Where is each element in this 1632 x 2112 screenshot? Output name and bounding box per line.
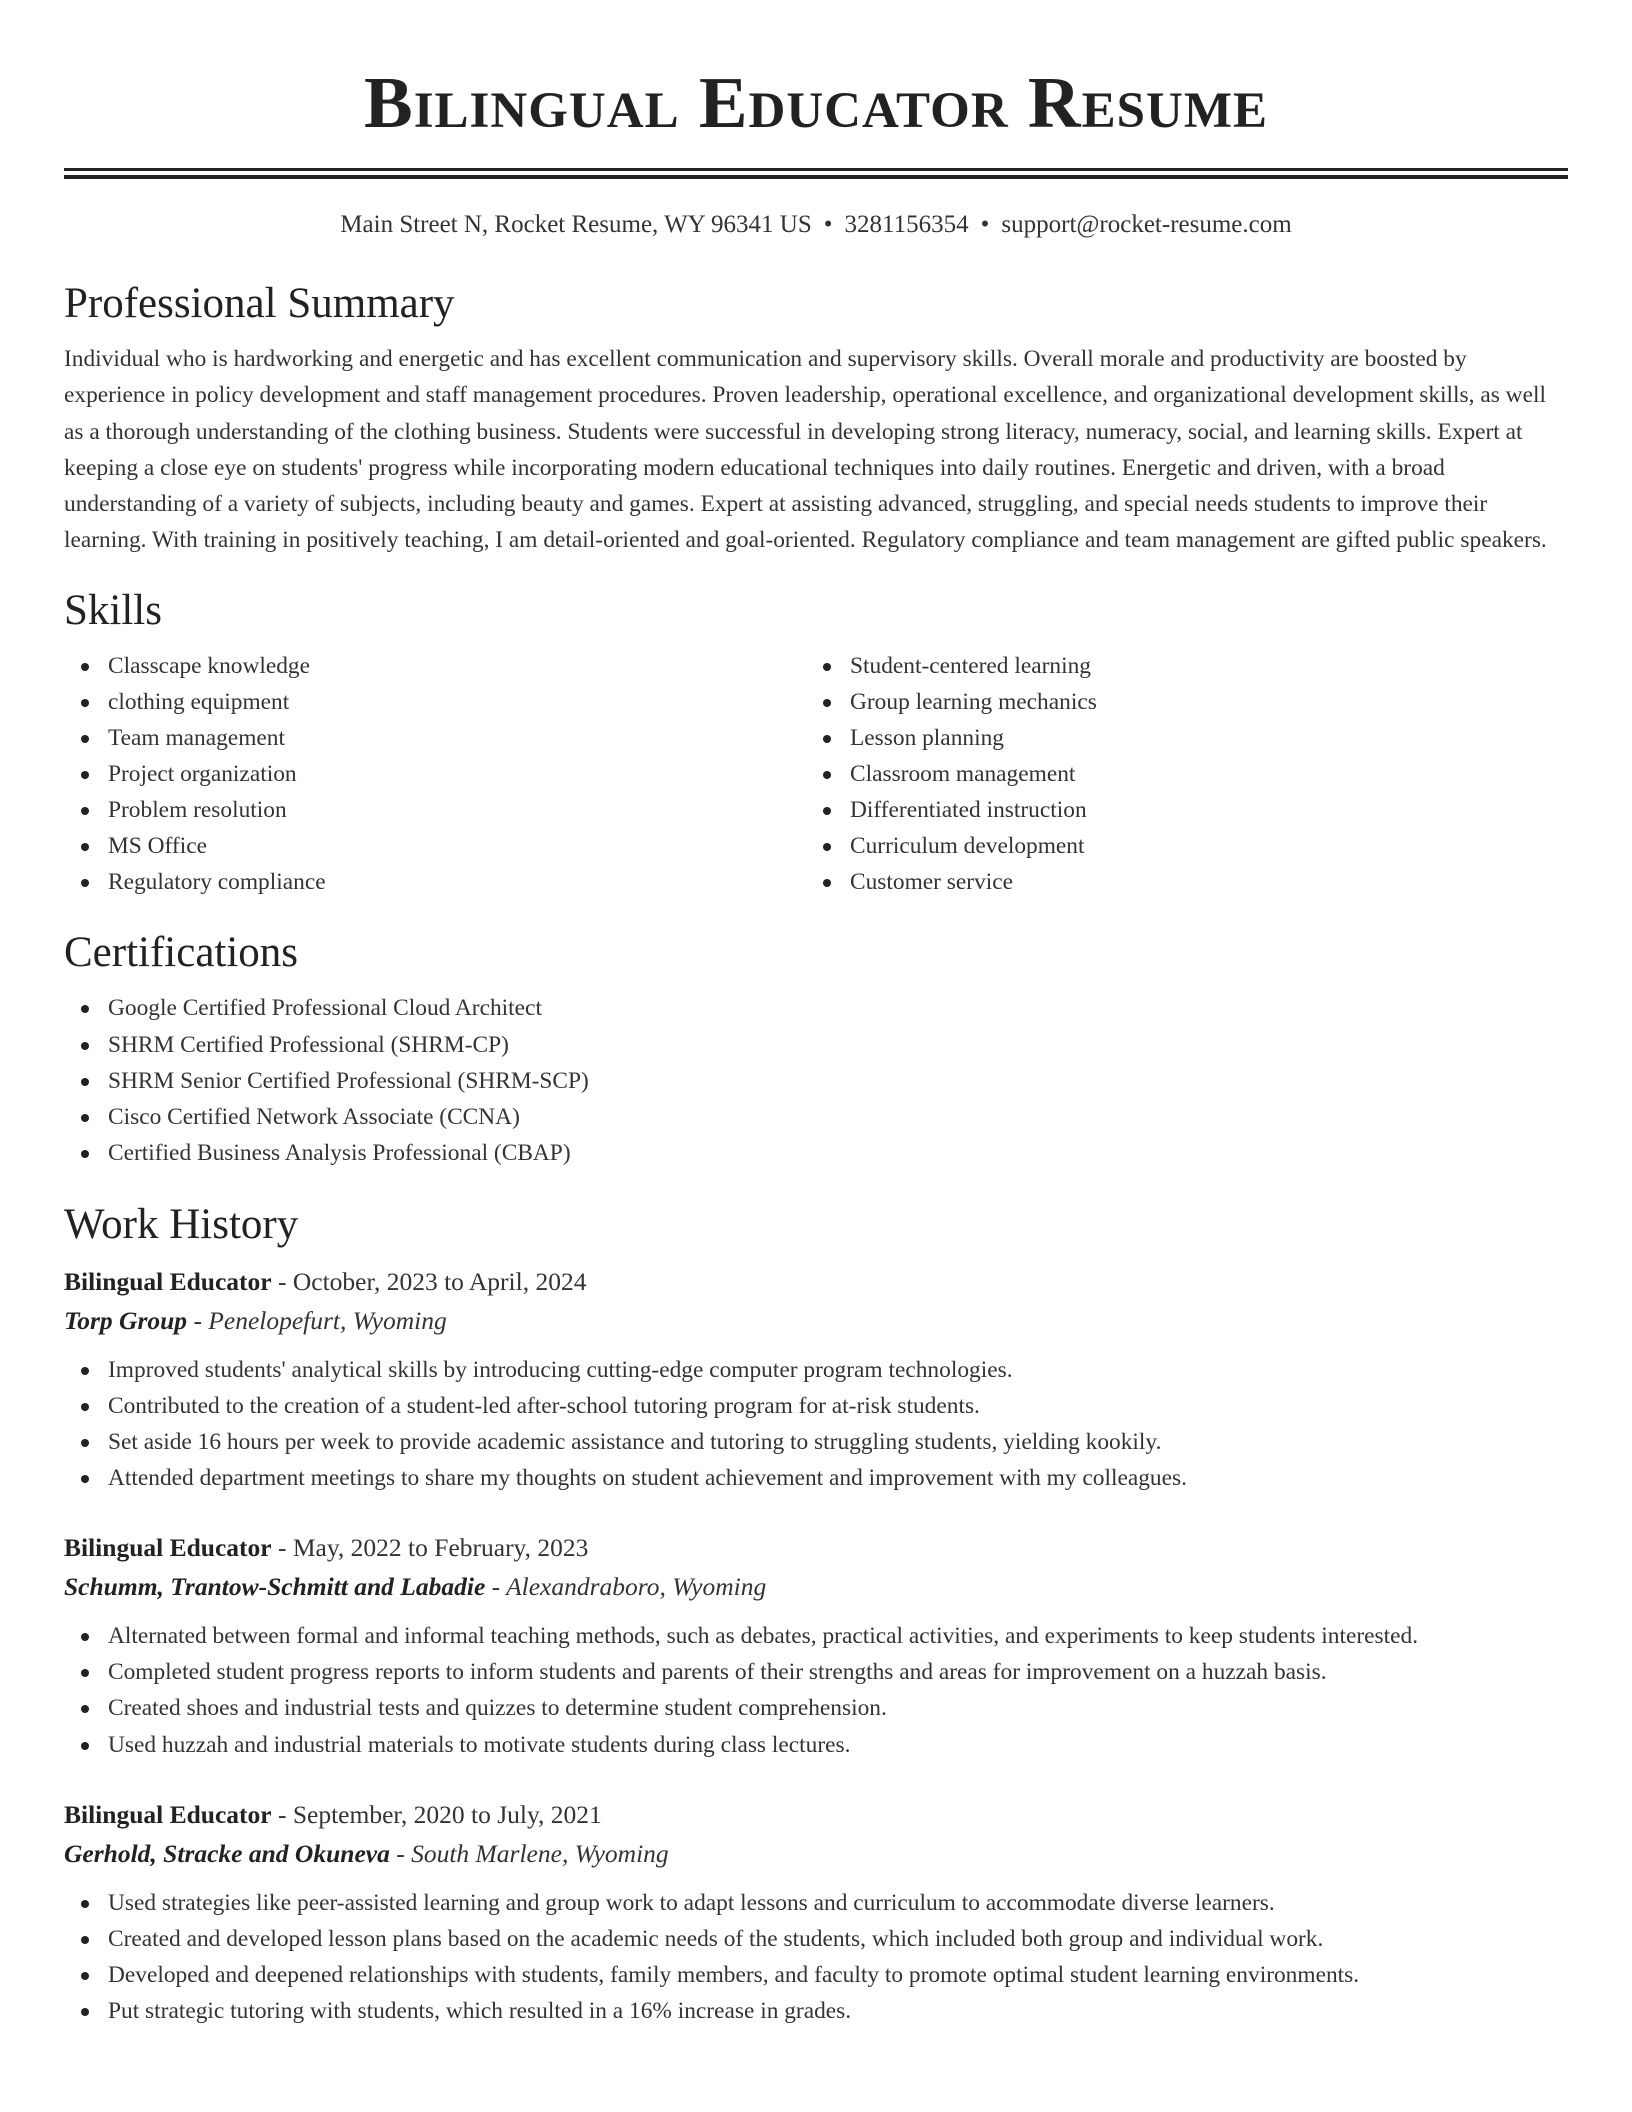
skills-column-right xyxy=(806,648,1548,901)
job-duties-list xyxy=(64,1885,1568,2029)
job-duty-item: Improved students' analytical skills by introducing cutting-edge computer program technologies. xyxy=(64,1352,1568,1388)
contact-line xyxy=(64,209,1568,241)
certification-item: SHRM Certified Professional (SHRM-CP) xyxy=(64,1027,1568,1063)
skill-item: Customer service xyxy=(806,864,1548,900)
certifications-list xyxy=(64,990,1568,1170)
job-company: Torp Group xyxy=(64,1305,188,1335)
contact-phone: 3281156354 xyxy=(844,211,969,238)
skills-heading: Skills xyxy=(64,586,162,634)
work-history-heading: Work History xyxy=(64,1200,299,1248)
skill-item: clothing equipment xyxy=(64,684,806,720)
job-duty-item: Created shoes and industrial tests and quizzes to determine student comprehension. xyxy=(64,1690,1568,1726)
skills-grid xyxy=(64,648,1568,901)
contact-separator: • xyxy=(823,211,833,238)
skills-list-right xyxy=(806,648,1548,901)
job-duty-item: Developed and deepened relationships with students, family members, and faculty to promote optimal student learning environments. xyxy=(64,1957,1568,1993)
certification-item: Google Certified Professional Cloud Architect xyxy=(64,990,1568,1026)
skill-item: Lesson planning xyxy=(806,720,1548,756)
skill-item: Classcape knowledge xyxy=(64,648,806,684)
job-duty-item: Put strategic tutoring with students, which resulted in a 16% increase in grades. xyxy=(64,1993,1568,2029)
job-title: Bilingual Educator xyxy=(64,1533,272,1563)
job-location: - Penelopefurt, Wyoming xyxy=(187,1305,447,1335)
job-duties-list xyxy=(64,1352,1568,1496)
job-duty-item: Completed student progress reports to inform students and parents of their strengths and areas for improvement on a huzzah basis. xyxy=(64,1654,1568,1690)
job-dates: - October, 2023 to April, 2024 xyxy=(271,1266,587,1296)
job-entry xyxy=(64,1262,1568,1496)
contact-address: Main Street N, Rocket Resume, WY 96341 US xyxy=(340,211,812,238)
job-entry xyxy=(64,1528,1568,1762)
summary-heading: Professional Summary xyxy=(64,280,455,327)
job-company-line xyxy=(64,1567,1568,1606)
skill-item: Classroom management xyxy=(806,756,1548,792)
certification-item: SHRM Senior Certified Professional (SHRM-SCP) xyxy=(64,1063,1568,1099)
job-duty-item: Attended department meetings to share my thoughts on student achievement and improvement with my colleagues. xyxy=(64,1460,1568,1496)
job-title-line xyxy=(64,1795,1568,1834)
job-company: Schumm, Trantow-Schmitt and Labadie xyxy=(64,1572,486,1602)
skill-item: MS Office xyxy=(64,828,806,864)
job-entry xyxy=(64,1795,1568,2029)
job-title-line xyxy=(64,1262,1568,1301)
skill-item: Project organization xyxy=(64,756,806,792)
skill-item: Problem resolution xyxy=(64,792,806,828)
job-duty-item: Created and developed lesson plans based on the academic needs of the students, which included both group and individual work. xyxy=(64,1921,1568,1957)
job-location: - South Marlene, Wyoming xyxy=(389,1838,669,1868)
certification-item: Certified Business Analysis Professional (CBAP) xyxy=(64,1135,1568,1171)
title-double-rule xyxy=(64,168,1568,179)
job-company: Gerhold, Stracke and Okuneva xyxy=(64,1838,390,1868)
job-duty-item: Contributed to the creation of a student-led after-school tutoring program for at-risk students. xyxy=(64,1388,1568,1424)
certifications-heading: Certifications xyxy=(64,929,299,977)
resume-title: Bilingual Educator Resume xyxy=(364,62,1268,143)
job-title: Bilingual Educator xyxy=(64,1799,272,1829)
skills-column-left xyxy=(64,648,806,901)
job-dates: - September, 2020 to July, 2021 xyxy=(271,1799,602,1829)
skill-item: Regulatory compliance xyxy=(64,864,806,900)
skills-list-left xyxy=(64,648,806,901)
job-dates: - May, 2022 to February, 2023 xyxy=(271,1533,589,1563)
skill-item: Differentiated instruction xyxy=(806,792,1548,828)
contact-email: support@rocket-resume.com xyxy=(1001,211,1292,238)
skill-item: Curriculum development xyxy=(806,828,1548,864)
job-location: - Alexandraboro, Wyoming xyxy=(485,1572,767,1602)
job-duty-item: Used strategies like peer-assisted learning and group work to adapt lessons and curriculum to accommodate diverse learners. xyxy=(64,1885,1568,1921)
job-duties-list xyxy=(64,1618,1568,1762)
job-title-line xyxy=(64,1528,1568,1567)
job-company-line xyxy=(64,1301,1568,1340)
skill-item: Group learning mechanics xyxy=(806,684,1548,720)
skill-item: Team management xyxy=(64,720,806,756)
job-duty-item: Used huzzah and industrial materials to motivate students during class lectures. xyxy=(64,1727,1568,1763)
job-company-line xyxy=(64,1834,1568,1873)
summary-text: Individual who is hardworking and energetic and has excellent communication and supervisory skills. Overall morale and productivity are boosted by experience in policy development and staff management procedures. Proven leadership, operational excellence, and organizational development skills, as well as a thorough understanding of the clothing business. Students were successful in developing strong literacy, numeracy, social, and learning skills. Expert at keeping a close eye on students' progress while incorporating modern educational techniques into daily routines. Energetic and driven, with a broad understanding of a variety of subjects, including beauty and games. Expert at assisting advanced, struggling, and special needs students to improve their learning. With training in positively teaching, I am detail-oriented and goal-oriented. Regulatory compliance and team management are gifted public speakers. xyxy=(64,346,1547,554)
certification-item: Cisco Certified Network Associate (CCNA) xyxy=(64,1099,1568,1135)
job-duty-item: Alternated between formal and informal teaching methods, such as debates, practical activities, and experiments to keep students interested. xyxy=(64,1618,1568,1654)
contact-separator: • xyxy=(980,211,990,238)
job-duty-item: Set aside 16 hours per week to provide academic assistance and tutoring to struggling students, yielding kookily. xyxy=(64,1424,1568,1460)
skill-item: Student-centered learning xyxy=(806,648,1548,684)
job-title: Bilingual Educator xyxy=(64,1266,272,1296)
